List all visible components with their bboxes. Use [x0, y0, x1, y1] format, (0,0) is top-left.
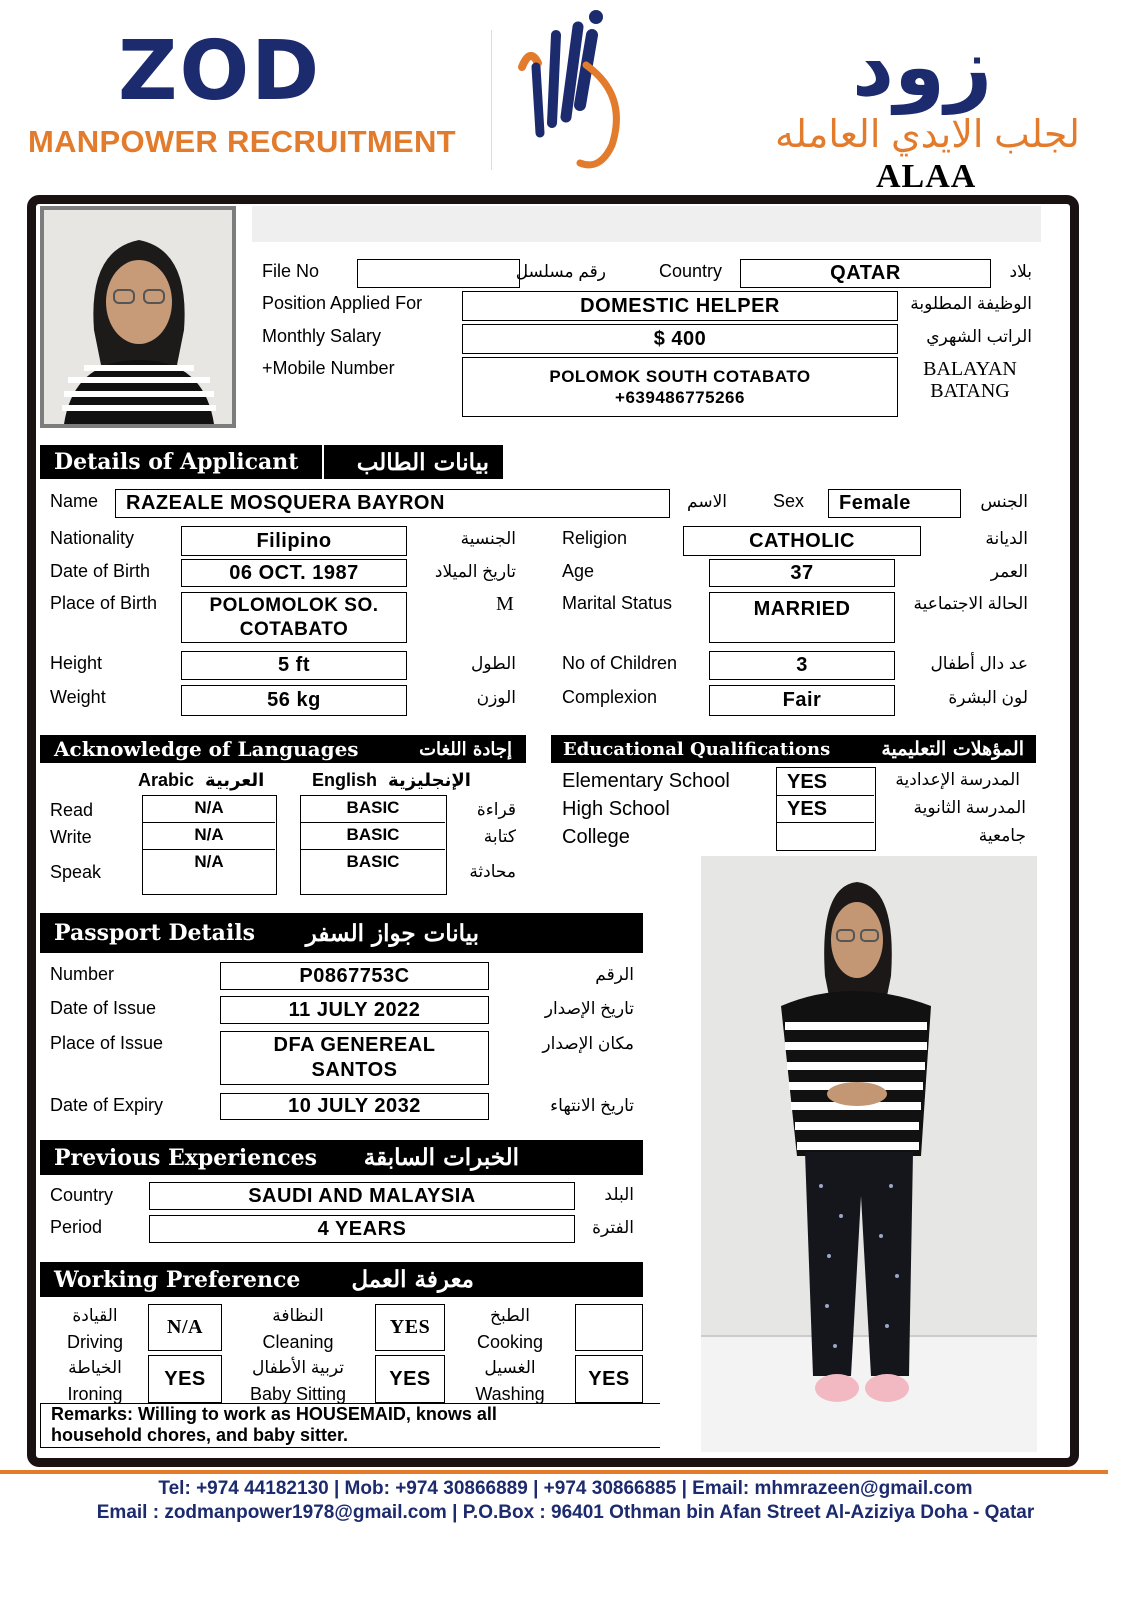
- applicant-full-body-photo: [701, 856, 1037, 1452]
- children-field: 3: [709, 651, 895, 680]
- pref-label: Driving: [66, 1332, 123, 1352]
- passport-section-header: [40, 913, 643, 953]
- weight-label: Weight: [50, 687, 106, 707]
- english-speak-cell: BASIC: [346, 852, 400, 871]
- experience-country-field: SAUDI AND MALAYSIA: [149, 1182, 575, 1210]
- passport-number-field: P0867753C: [220, 962, 489, 990]
- preference-section-header: [40, 1262, 643, 1297]
- passport-expiry-field: 10 JULY 2032: [220, 1093, 489, 1120]
- salary-label: Monthly Salary: [262, 326, 382, 346]
- brand-subname: ALAA: [876, 158, 977, 195]
- marital-arabic: الحالة الاجتماعية: [913, 594, 1028, 613]
- passport-expiry-label: Date of Expiry: [50, 1095, 164, 1115]
- weight-field: 56 kg: [181, 685, 407, 716]
- salary-arabic: الراتب الشهري: [926, 327, 1032, 346]
- height-field: 5 ft: [181, 651, 407, 680]
- arabic-head-arabic: العربية: [205, 770, 265, 790]
- remarks-box: [40, 1403, 660, 1448]
- name-label: Name: [50, 491, 99, 511]
- experience-title: Previous Experiences: [54, 1144, 317, 1171]
- passport-place-line-2: SANTOS: [311, 1059, 398, 1081]
- portrait-figure-icon: [44, 210, 232, 424]
- applicant-title-arabic: بيانات الطالب: [356, 448, 489, 476]
- mobile-label: +Mobile Number: [262, 358, 395, 378]
- pref-label: Washing: [475, 1384, 545, 1404]
- arabic-write-cell: N/A: [143, 823, 275, 850]
- passport-place-field: [220, 1031, 489, 1085]
- experience-period-arabic: الفترة: [592, 1218, 634, 1237]
- lang-row-arabic: محادثة: [469, 862, 516, 881]
- pob-line-2: COTABATO: [239, 618, 349, 640]
- arabic-column-head: [138, 770, 264, 791]
- name-field: RAZEALE MOSQUERA BAYRON: [115, 489, 670, 518]
- edu-row-arabic: المدرسة الإعدادية: [895, 770, 1020, 789]
- pob-mark: M: [496, 593, 514, 615]
- footer-contact-line-1: Tel: +974 44182130 | Mob: +974 30866889 | +974 30866885 | Email: mhmrazeen@gmail.com: [158, 1478, 973, 1499]
- passport-issue-arabic: تاريخ الإصدار: [544, 999, 634, 1018]
- pref-value-driving: N/A: [148, 1304, 222, 1351]
- nationality-label: Nationality: [50, 528, 135, 548]
- education-table: [776, 767, 876, 851]
- full-body-figure-icon: [701, 856, 1037, 1452]
- pref-item-label-washing: [463, 1355, 557, 1407]
- arabic-head-label: Arabic: [138, 770, 195, 790]
- nationality-arabic: الجنسية: [460, 529, 516, 548]
- pref-item-label-baby-sitting: [235, 1355, 361, 1407]
- passport-number-label: Number: [50, 964, 115, 984]
- education-section-header: [551, 735, 1036, 763]
- mobile-field: [462, 357, 898, 417]
- pref-label-arabic: القيادة: [72, 1306, 118, 1325]
- arabic-read-cell: N/A: [143, 796, 275, 823]
- salary-field: $ 400: [462, 324, 898, 354]
- edu-row-label: Elementary School: [562, 770, 730, 792]
- mobile-line-1: POLOMOK SOUTH COTABATO: [549, 366, 811, 386]
- file-no-label: File No: [262, 261, 320, 281]
- languages-title-arabic: إجادة اللغات: [419, 738, 512, 760]
- height-label: Height: [50, 653, 103, 673]
- header-divider: [491, 30, 492, 170]
- header-split: [322, 445, 324, 479]
- pref-label-arabic: الخياطة: [68, 1358, 122, 1377]
- position-label: Position Applied For: [262, 293, 423, 313]
- file-no-field: [357, 259, 520, 288]
- english-write-cell: BASIC: [301, 823, 445, 850]
- position-field: DOMESTIC HELPER: [462, 291, 898, 321]
- pref-value-washing: YES: [575, 1355, 643, 1403]
- experience-country-label: Country: [50, 1185, 114, 1205]
- complexion-field: Fair: [709, 685, 895, 716]
- lang-row-label: Write: [50, 827, 92, 847]
- preference-title-arabic: معرفة العمل: [351, 1266, 474, 1293]
- pref-label: Baby Sitting: [249, 1384, 347, 1404]
- passport-place-line-1: DFA GENEREAL: [273, 1034, 436, 1056]
- age-label: Age: [562, 561, 595, 581]
- pob-label: Place of Birth: [50, 593, 158, 613]
- pref-label-arabic: الغسيل: [484, 1358, 536, 1377]
- marital-field: MARRIED: [709, 592, 895, 643]
- languages-section-header: [40, 735, 526, 763]
- religion-field: CATHOLIC: [683, 526, 921, 556]
- brand-subtitle: MANPOWER RECRUITMENT: [28, 124, 456, 159]
- pref-value-baby-sitting: YES: [375, 1355, 445, 1403]
- position-arabic: الوظيفة المطلوبة: [910, 294, 1032, 313]
- passport-title: Passport Details: [54, 920, 256, 946]
- lang-row-label: Read: [50, 800, 94, 820]
- company-logo-icon: [500, 5, 640, 180]
- pref-label-arabic: الطبخ: [490, 1306, 530, 1325]
- sex-arabic: الجنس: [980, 492, 1028, 511]
- brand-subtitle-arabic: لجلب الايدي العامله: [775, 114, 1080, 156]
- pref-value-cooking: [575, 1304, 643, 1351]
- religion-arabic: الديانة: [985, 529, 1028, 548]
- applicant-portrait-photo: [40, 206, 236, 428]
- pref-label: Ironing: [67, 1384, 123, 1404]
- complexion-label: Complexion: [562, 687, 658, 707]
- file-no-arabic: رقم مسلسل: [515, 262, 606, 281]
- nationality-field: Filipino: [181, 526, 407, 556]
- age-arabic: العمر: [990, 562, 1028, 581]
- mobile-line-2: +639486775266: [615, 388, 745, 407]
- pref-value-ironing: YES: [148, 1355, 222, 1403]
- pref-label: Cleaning: [262, 1332, 334, 1352]
- pref-item-label-cooking: [463, 1303, 557, 1355]
- brand-name-arabic: زود: [852, 20, 993, 115]
- edu-row-arabic: المدرسة الثانوية: [913, 798, 1026, 817]
- country-arabic: بلاد: [1009, 262, 1032, 281]
- passport-title-arabic: بيانات جواز السفر: [305, 919, 479, 947]
- english-head-label: English: [312, 770, 378, 790]
- passport-issue-field: 11 JULY 2022: [220, 996, 489, 1024]
- passport-place-label: Place of Issue: [50, 1033, 164, 1053]
- sex-label: Sex: [773, 491, 805, 511]
- experience-section-header: [40, 1140, 643, 1175]
- edu-value-cell: [777, 823, 874, 849]
- height-arabic: الطول: [471, 654, 516, 673]
- experience-title-arabic: الخبرات السابقة: [363, 1144, 519, 1171]
- education-title-arabic: المؤهلات التعليمية: [881, 738, 1024, 760]
- applicant-section-header: [40, 445, 503, 479]
- complexion-arabic: لون البشرة: [948, 688, 1028, 707]
- brand-name: ZOD: [118, 24, 322, 119]
- children-arabic: عد دال أطفال: [930, 654, 1028, 673]
- dob-label: Date of Birth: [50, 561, 151, 581]
- lang-row-label: Speak: [50, 862, 102, 882]
- experience-period-field: 4 YEARS: [149, 1215, 575, 1243]
- sex-field: Female: [828, 489, 961, 518]
- pref-label-arabic: النظافة: [272, 1306, 324, 1325]
- arabic-speak-cell: N/A: [194, 852, 224, 871]
- english-column-head: [312, 770, 471, 791]
- age-field: 37: [709, 559, 895, 587]
- lang-row-arabic: كتابة: [483, 827, 516, 846]
- applicant-title: Details of Applicant: [54, 449, 299, 475]
- lang-row-arabic: قراءة: [476, 800, 516, 819]
- weight-arabic: الوزن: [476, 688, 516, 707]
- edu-value-cell: YES: [777, 796, 874, 823]
- dob-field: 06 OCT. 1987: [181, 559, 407, 587]
- passport-issue-label: Date of Issue: [50, 998, 157, 1018]
- mobile-side-line-1: BALAYAN: [923, 358, 1017, 380]
- languages-title: Acknowledge of Languages: [54, 737, 359, 761]
- children-label: No of Children: [562, 653, 678, 673]
- english-head-arabic: الإنجليزية: [388, 770, 471, 790]
- education-title: Educational Qualifications: [563, 738, 831, 760]
- top-grey-band: [252, 206, 1041, 242]
- arabic-skills-table: [142, 795, 277, 895]
- marital-label: Marital Status: [562, 593, 673, 613]
- passport-expiry-arabic: تاريخ الانتهاء: [550, 1096, 634, 1115]
- footer-contact-line-2: Email : zodmanpower1978@gmail.com | P.O.Box : 96401 Othman bin Afan Street Al-Aziziya Doha - Qatar: [96, 1502, 1035, 1523]
- mobile-side-line-2: BATANG: [930, 380, 1010, 402]
- pob-field: [181, 592, 407, 643]
- pref-label-arabic: تربية الأطفال: [252, 1358, 344, 1377]
- name-arabic: الاسم: [687, 492, 727, 511]
- footer-rule: [0, 1470, 1108, 1474]
- country-label: Country: [659, 261, 723, 281]
- english-skills-table: [300, 795, 447, 895]
- english-read-cell: BASIC: [301, 796, 445, 823]
- edu-row-label: College: [562, 826, 630, 848]
- country-field: QATAR: [740, 259, 991, 288]
- pref-label: Cooking: [476, 1332, 544, 1352]
- edu-row-label: High School: [562, 798, 670, 820]
- pref-value-cleaning: YES: [375, 1304, 445, 1351]
- passport-place-arabic: مكان الإصدار: [542, 1034, 634, 1053]
- edu-row-arabic: جامعية: [978, 826, 1026, 845]
- edu-value-cell: YES: [777, 768, 874, 796]
- mobile-side-note: [914, 358, 1026, 402]
- remarks-line-2: household chores, and baby sitter.: [51, 1425, 349, 1445]
- passport-number-arabic: الرقم: [595, 965, 634, 984]
- experience-period-label: Period: [50, 1217, 103, 1237]
- preference-title: Working Preference: [54, 1266, 301, 1293]
- pob-line-1: POLOMOLOK SO.: [209, 594, 379, 616]
- dob-arabic: تاريخ الميلاد: [434, 562, 516, 581]
- experience-country-arabic: البلد: [604, 1185, 634, 1204]
- remarks-line-1: Remarks: Willing to work as HOUSEMAID, knows all: [51, 1404, 497, 1424]
- pref-item-label-ironing: [55, 1355, 135, 1407]
- pref-item-label-cleaning: [240, 1303, 356, 1355]
- religion-label: Religion: [562, 528, 628, 548]
- pref-item-label-driving: [55, 1303, 135, 1355]
